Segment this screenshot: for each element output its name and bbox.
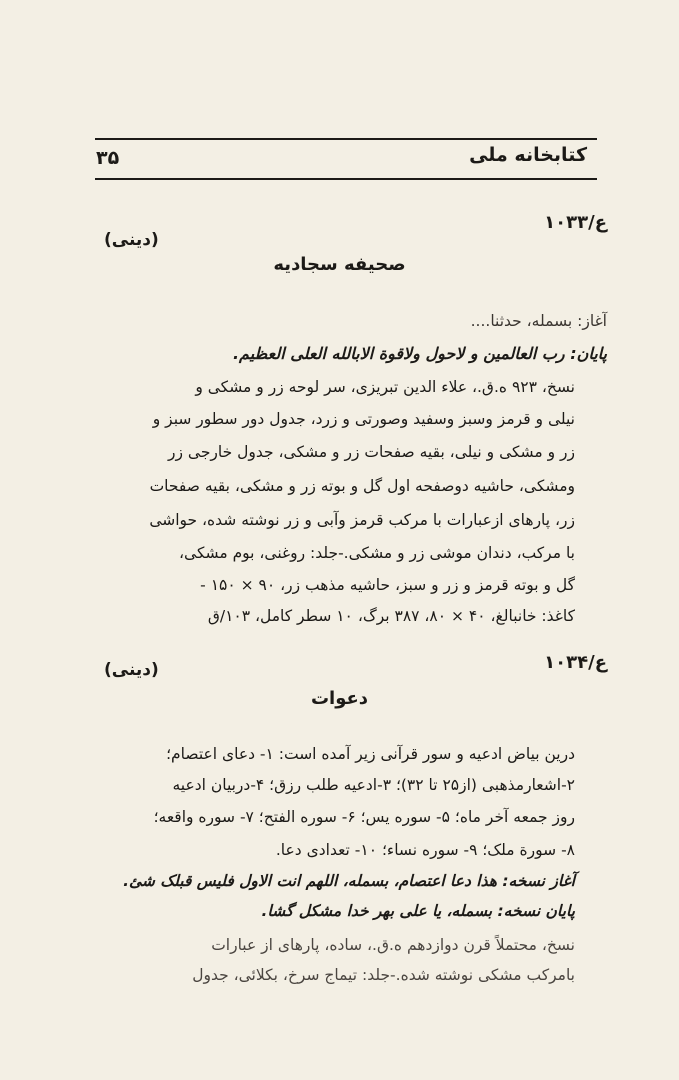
- entry-1-desc-line: ومشکی، حاشیه دوصفحه اول گل و بوته زر و مشکی، بقیه صفحات: [149, 477, 575, 495]
- entry-1-desc-line: نیلی و قرمز وسبز وسفید وصورتی و زرد، جدول دور سطور سبز و: [152, 410, 575, 428]
- entry-1-start: آغاز: بسمله، حدثنا....: [470, 312, 607, 330]
- entry-1-desc-line: زر، پارهای ازعبارات با مرکب قرمز وآبی و زر نوشته شده، حواشی: [149, 511, 575, 529]
- entry-2-intro-line: ۸- سورة ملک؛ ۹- سوره نساء؛ ۱۰- تعدادی دعا.: [275, 841, 575, 859]
- entry-1-end: پایان: رب العالمین و لاحول ولاقوة الابالله العلی العظیم.: [232, 344, 607, 363]
- entry-1-desc-line: کاغذ: خانبالغ، ۴۰ × ۸۰، ۳۸۷ برگ، ۱۰ سطر کامل، ۱۰۳/ق: [207, 607, 575, 625]
- entry-1-desc-line: گل و بوته قرمز و زر و سبز، حاشیه مذهب زر، ۹۰ × ۱۵۰ -: [200, 576, 575, 594]
- entry-1-desc-line: با مرکب، دندان موشی زر و مشکی.-جلد: روغنی، بوم مشکی،: [179, 544, 575, 562]
- entry-2-start: آغاز نسخه: هذا دعا اعتصام، بسمله، اللهم انت الاول فلیس قبلک شئ.: [123, 872, 575, 890]
- entry-2-intro-line: ۲-اشعارمذهبی (از۲۵ تا ۳۲)؛ ۳-ادعیه طلب رزق؛ ۴-دربیان ادعیه: [172, 776, 575, 794]
- entry-2-intro-line: درین بیاض ادعیه و سور قرآنی زیر آمده است: ۱- دعای اعتصام؛: [166, 745, 575, 763]
- header-top-rule: [95, 138, 597, 140]
- entry-1-desc-line: نسخ، ۹۲۳ ه.ق.، علاء الدین تبریزی، سر لوحه زر و مشکی و: [195, 378, 575, 396]
- header-library-title: کتابخانه ملی: [469, 144, 587, 166]
- entry-1-desc-line: زر و مشکی و نیلی، بقیه صفحات زر و مشکی، جدول خارجی زر: [168, 443, 575, 461]
- header-bottom-rule: [95, 178, 597, 180]
- entry-2-code: ع/۱۰۳۴: [544, 652, 607, 673]
- entry-2-intro-line: روز جمعه آخر ماه؛ ۵- سوره یس؛ ۶- سوره الفتح؛ ۷- سوره واقعه؛: [153, 808, 575, 826]
- entry-2-end: پایان نسخه: بسمله، یا علی بهر خدا مشکل گشا.: [261, 902, 575, 920]
- entry-1-code: ع/۱۰۳۳: [544, 212, 607, 233]
- page-number: ۳۵: [96, 147, 120, 169]
- entry-1-category: (دینی): [104, 230, 159, 250]
- entry-1-title: صحیفه سجادیه: [273, 254, 406, 275]
- entry-2-desc-line: نسخ، محتملاً قرن دوازدهم ه.ق.، ساده، پارهای از عبارات: [211, 936, 575, 954]
- entry-2-desc-line: بامرکب مشکی نوشته شده.-جلد: تیماج سرخ، بکلائی، جدول: [192, 966, 575, 984]
- entry-2-title: دعوات: [310, 688, 369, 709]
- entry-2-category: (دینی): [104, 660, 159, 680]
